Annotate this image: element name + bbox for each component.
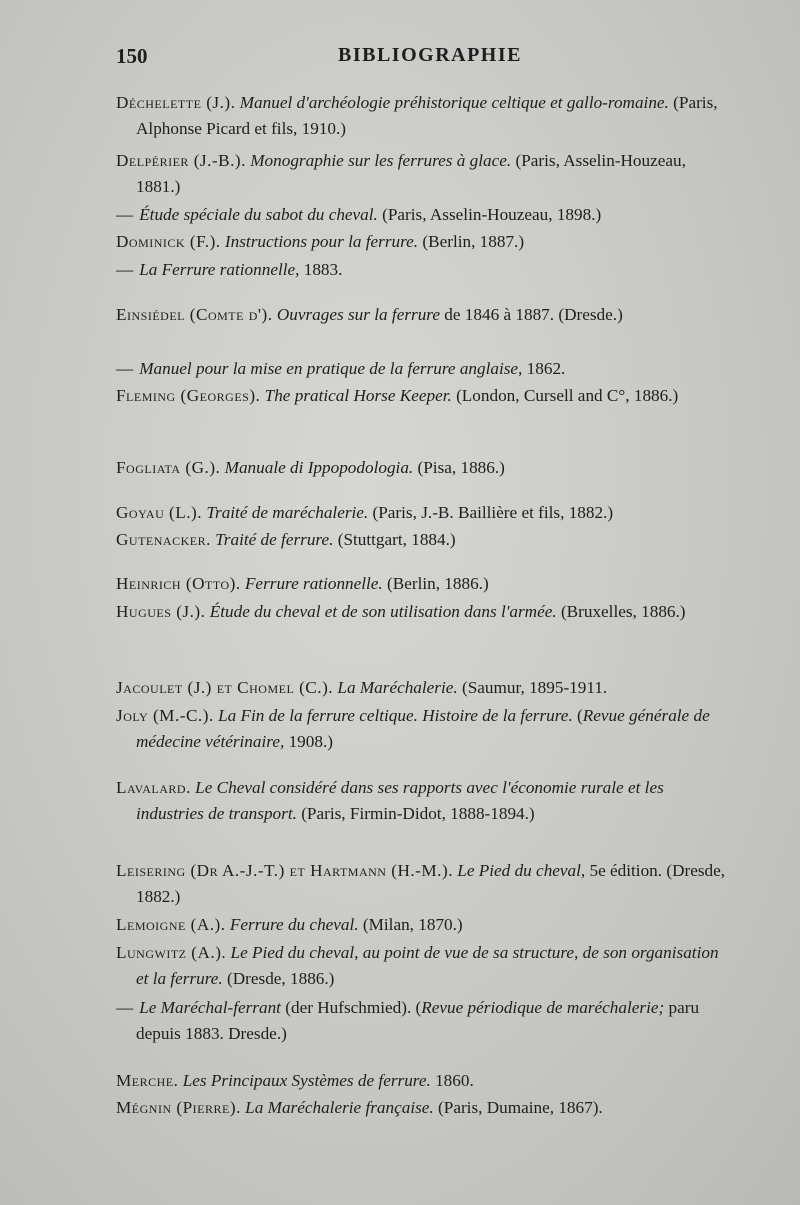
- bibliography-entry: [116, 858, 732, 910]
- entry-author: Lavalard.: [116, 778, 191, 797]
- entry-title: Le Pied du cheval,: [457, 861, 586, 880]
- entry-publication: (Dresde, 1886.): [222, 969, 335, 988]
- bibliography-entry: [116, 302, 732, 328]
- entry-author: Merche.: [116, 1071, 179, 1090]
- bibliography-entry: [116, 148, 732, 200]
- entry-author: Fogliata (G.).: [116, 458, 221, 477]
- bibliography-entry: [116, 912, 732, 938]
- entry-publication: de 1846 à 1887. (Dresde.): [439, 305, 623, 324]
- entry-author: Hugues (J.).: [116, 602, 206, 621]
- bibliography-entry: [116, 571, 732, 597]
- entry-title: La Maréchalerie française.: [245, 1098, 434, 1117]
- entry-title: Ouvrages sur la ferrure: [276, 305, 440, 324]
- entry-publication: (Pisa, 1886.): [413, 458, 505, 477]
- bibliography-entry: [116, 383, 732, 409]
- entry-publication: (Paris, J.-B. Baillière et fils, 1882.): [368, 503, 614, 522]
- entry-title: Traité de ferrure.: [215, 530, 334, 549]
- bibliography-entry: [116, 1095, 732, 1121]
- entry-title: Manuale di Ippopodologia.: [224, 458, 414, 477]
- entry-author: Heinrich (Otto).: [116, 574, 241, 593]
- entry-publication: 1862.: [522, 359, 566, 378]
- entry-publication-date: 1908.): [284, 732, 333, 751]
- entry-author: Joly (M.-C.).: [116, 706, 214, 725]
- entry-publication: (der Hufschmied). (: [280, 998, 422, 1017]
- ditto-dash: —: [116, 359, 134, 378]
- bibliography-entry: [116, 356, 732, 382]
- entry-publication: (Bruxelles, 1886.): [556, 602, 686, 621]
- entry-title: Manuel pour la mise en pratique de la ferrure anglaise,: [139, 359, 523, 378]
- bibliography-entry: [116, 940, 732, 992]
- entry-publication: (Berlin, 1887.): [418, 232, 525, 251]
- bibliography-entry: [116, 527, 732, 553]
- entry-title: Manuel d'archéologie préhistorique celtique et gallo-romaine.: [239, 93, 669, 112]
- entry-title: Le Cheval considéré dans ses rapports avec l'économie rurale et les industries de transport.: [136, 778, 664, 823]
- entry-publication: 5e édition. (Dresde, 1882.): [136, 861, 726, 906]
- entry-publication: (Paris, Firmin-Didot, 1888-1894.): [296, 804, 535, 823]
- bibliography-entry: [116, 500, 732, 526]
- ditto-dash: —: [116, 205, 134, 224]
- bibliography-entry: [116, 599, 732, 625]
- bibliography-entry: [116, 257, 732, 283]
- bibliography-entry: [116, 1068, 732, 1094]
- entry-publication: (Stuttgart, 1884.): [333, 530, 456, 549]
- entry-publication: (Berlin, 1886.): [382, 574, 489, 593]
- entry-author: Gutenacker.: [116, 530, 211, 549]
- entry-publication: (London, Cursell and C°, 1886.): [451, 386, 679, 405]
- entry-title: Traité de maréchalerie.: [206, 503, 369, 522]
- page-header: [116, 44, 716, 78]
- entry-title: La Fin de la ferrure celtique. Histoire de la ferrure.: [218, 706, 573, 725]
- entry-publication: (Saumur, 1895-1911.: [457, 678, 608, 697]
- entry-publication: (Paris, Asselin-Houzeau, 1898.): [377, 205, 602, 224]
- ditto-dash: —: [116, 260, 134, 279]
- entry-author: Leisering (Dr A.-J.-T.) et Hartmann (H.-M.).: [116, 861, 453, 880]
- entry-title: Le Pied du cheval, au point de vue de sa structure, de son organisation et la ferrure.: [136, 943, 719, 988]
- entry-publication: (: [572, 706, 583, 725]
- page-number: 150: [116, 44, 148, 68]
- entry-publication: (Paris, Dumaine, 1867).: [433, 1098, 603, 1117]
- entry-title: The pratical Horse Keeper.: [264, 386, 452, 405]
- entry-title: La Ferrure rationnelle,: [139, 260, 300, 279]
- entry-journal: Revue générale de médecine vétérinaire,: [136, 706, 710, 751]
- entry-title: La Maréchalerie.: [337, 678, 458, 697]
- entry-title: Les Principaux Systèmes de ferrure.: [182, 1071, 431, 1090]
- bibliography-entry: [116, 675, 732, 701]
- entry-author: Jacoulet (J.) et Chomel (C.).: [116, 678, 334, 697]
- entry-title: Étude spéciale du sabot du cheval.: [139, 205, 378, 224]
- ditto-dash: —: [116, 998, 134, 1017]
- entry-title: Le Maréchal-ferrant: [139, 998, 281, 1017]
- entry-author: Lemoigne (A.).: [116, 915, 226, 934]
- entry-title: Monographie sur les ferrures à glace.: [250, 151, 512, 170]
- entry-author: Lungwitz (A.).: [116, 943, 227, 962]
- entry-publication-date: paru depuis 1883. Dresde.): [136, 998, 700, 1043]
- bibliography-entry: [116, 202, 732, 228]
- entry-author: Einsiédel (Comte d').: [116, 305, 273, 324]
- entry-title: Étude du cheval et de son utilisation dans l'armée.: [209, 602, 557, 621]
- bibliography-entry: [116, 455, 732, 481]
- entry-author: Fleming (Georges).: [116, 386, 261, 405]
- entry-publication: (Paris, Alphonse Picard et fils, 1910.): [136, 93, 718, 138]
- entry-title: Instructions pour la ferrure.: [224, 232, 419, 251]
- bibliography-entry: [116, 995, 732, 1047]
- entry-journal: Revue périodique de maréchalerie;: [421, 998, 665, 1017]
- entry-publication: (Paris, Asselin-Houzeau, 1881.): [136, 151, 686, 196]
- entry-author: Goyau (L.).: [116, 503, 203, 522]
- entry-publication: 1860.: [430, 1071, 474, 1090]
- entry-title: Ferrure rationnelle.: [244, 574, 383, 593]
- running-title: BIBLIOGRAPHIE: [338, 44, 522, 66]
- bibliography-entry: [116, 90, 732, 142]
- entry-author: Delpérier (J.-B.).: [116, 151, 246, 170]
- entry-author: Déchelette (J.).: [116, 93, 236, 112]
- bibliography-entry: [116, 775, 732, 827]
- bibliography-entry: [116, 229, 732, 255]
- entry-author: Mégnin (Pierre).: [116, 1098, 241, 1117]
- entry-author: Dominick (F.).: [116, 232, 221, 251]
- entry-publication: (Milan, 1870.): [358, 915, 463, 934]
- entry-publication: 1883.: [299, 260, 343, 279]
- bibliography-entry: [116, 703, 732, 755]
- entry-title: Ferrure du cheval.: [229, 915, 359, 934]
